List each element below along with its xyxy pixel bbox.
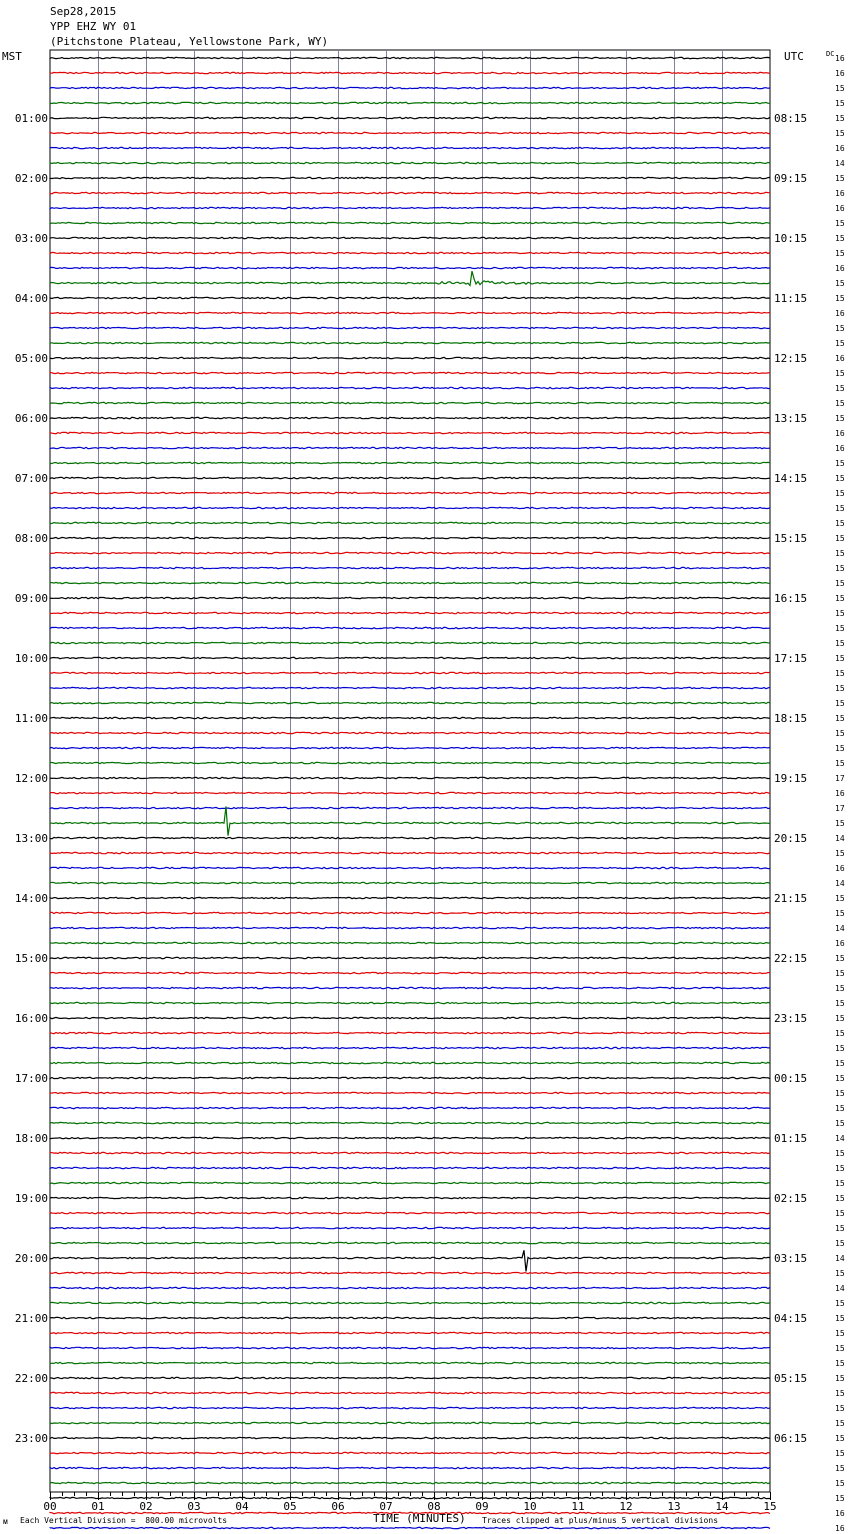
utc-hour-label: 20:15 (774, 832, 808, 845)
dc-offset-label: 15 (835, 249, 845, 258)
dc-offset-label: 15 (835, 819, 845, 828)
dc-offset-label: 15 (835, 1119, 845, 1128)
trace-line (50, 1527, 770, 1528)
dc-offset-label: 15 (835, 1314, 845, 1323)
dc-offset-label: 16 (835, 864, 845, 873)
dc-offset-label: 16 (835, 444, 845, 453)
trace-line (50, 867, 770, 868)
dc-offset-label: 15 (835, 1359, 845, 1368)
mst-hour-label: 18:00 (14, 1132, 48, 1145)
trace-line (50, 147, 770, 148)
utc-hour-label: 19:15 (774, 772, 808, 785)
trace-line (50, 612, 770, 613)
trace-line (50, 1242, 770, 1243)
trace-line (50, 687, 770, 688)
trace-line (50, 642, 770, 643)
dc-offset-label: 15 (835, 984, 845, 993)
dc-offset-label: 16 (835, 189, 845, 198)
dc-offset-label: 14 (835, 879, 845, 888)
dc-offset-label: 15 (835, 1389, 845, 1398)
trace-line (50, 1347, 770, 1348)
trace-line (50, 1227, 770, 1228)
trace-line (50, 702, 770, 703)
dc-offset-label: 15 (835, 609, 845, 618)
trace-line (50, 372, 770, 373)
utc-hour-label: 15:15 (774, 532, 808, 545)
trace-line (50, 1407, 770, 1408)
dc-offset-label: 15 (835, 669, 845, 678)
dc-offset-label: 16 (835, 939, 845, 948)
dc-offset-label: 15 (835, 1149, 845, 1158)
trace-line (50, 987, 770, 988)
trace-line (50, 327, 770, 328)
dc-offset-label: 14 (835, 1134, 845, 1143)
station-id: YPP EHZ WY 01 (50, 20, 137, 33)
dc-offset-label: 16 (835, 54, 845, 63)
mst-hour-label: 07:00 (14, 472, 48, 485)
mst-hour-label: 17:00 (14, 1072, 48, 1085)
dc-column-label: DC (826, 50, 835, 58)
dc-offset-label: 17 (835, 774, 845, 783)
trace-line (50, 927, 770, 928)
mst-hour-label: 11:00 (14, 712, 48, 725)
mst-hour-label: 04:00 (14, 292, 48, 305)
trace-line (50, 1017, 770, 1018)
utc-hour-label: 18:15 (774, 712, 808, 725)
dc-offset-label: 15 (835, 594, 845, 603)
trace-line (50, 552, 770, 553)
trace-line (50, 567, 770, 568)
trace-line (50, 1137, 770, 1138)
dc-offset-label: 15 (835, 1299, 845, 1308)
dc-offset-label: 14 (835, 159, 845, 168)
trace-line (50, 1332, 770, 1333)
scale-note: Each Vertical Division = 800.00 microvolts (20, 1516, 228, 1525)
trace-line (50, 1272, 770, 1273)
x-tick-label: 15 (763, 1500, 777, 1513)
dc-offset-label: 15 (835, 234, 845, 243)
left-timezone-label: MST (2, 50, 22, 63)
dc-offset-label: 17 (835, 804, 845, 813)
dc-offset-label: 15 (835, 384, 845, 393)
clip-note: Traces clipped at plus/minus 5 vertical divisions (482, 1516, 719, 1525)
trace-line (50, 252, 770, 253)
dc-offset-label: 15 (835, 729, 845, 738)
trace-line (50, 1287, 770, 1288)
dc-offset-label: 15 (835, 654, 845, 663)
trace-line (50, 57, 770, 58)
trace-line (50, 942, 770, 943)
dc-offset-label: 15 (835, 1104, 845, 1113)
dc-offset-label: 16 (835, 429, 845, 438)
dc-offset-label: 15 (835, 699, 845, 708)
trace-line (50, 1422, 770, 1423)
dc-offset-label: 15 (835, 294, 845, 303)
mst-hour-label: 21:00 (14, 1312, 48, 1325)
dc-offset-label: 15 (835, 1464, 845, 1473)
x-tick-label: 01 (91, 1500, 105, 1513)
dc-offset-label: 15 (835, 519, 845, 528)
trace-line (50, 1167, 770, 1168)
station-location: (Pitchstone Plateau, Yellowstone Park, WY) (50, 35, 329, 48)
dc-offset-label: 15 (835, 1209, 845, 1218)
x-tick-label: 09 (475, 1500, 489, 1513)
trace-line (50, 1077, 770, 1078)
dc-offset-label: 14 (835, 1254, 845, 1263)
mst-hour-label: 06:00 (14, 412, 48, 425)
dc-offset-label: 15 (835, 399, 845, 408)
dc-offset-label: 15 (835, 369, 845, 378)
mst-hour-label: 10:00 (14, 652, 48, 665)
dc-offset-label: 16 (835, 789, 845, 798)
dc-offset-label: 15 (835, 84, 845, 93)
dc-offset-label: 15 (835, 219, 845, 228)
trace-line (50, 357, 770, 358)
x-tick-label: 06 (331, 1500, 345, 1513)
x-tick-label: 03 (187, 1500, 201, 1513)
dc-offset-label: 15 (835, 174, 845, 183)
mst-hour-label: 01:00 (14, 112, 48, 125)
trace-line (50, 387, 770, 388)
trace-line (50, 1377, 770, 1378)
dc-offset-label: 16 (835, 1509, 845, 1518)
dc-offset-label: 15 (835, 414, 845, 423)
dc-offset-label: 15 (835, 504, 845, 513)
trace-line (50, 1497, 770, 1498)
dc-offset-label: 15 (835, 1269, 845, 1278)
dc-offset-label: 15 (835, 1224, 845, 1233)
trace-line (50, 477, 770, 478)
dc-offset-label: 15 (835, 324, 845, 333)
mst-hour-label: 19:00 (14, 1192, 48, 1205)
trace-line (50, 1047, 770, 1048)
utc-hour-label: 16:15 (774, 592, 808, 605)
trace-line (50, 717, 770, 718)
trace-line (50, 1152, 770, 1153)
dc-offset-label: 15 (835, 489, 845, 498)
trace-line (50, 897, 770, 898)
utc-hour-label: 01:15 (774, 1132, 808, 1145)
corner-mark: ᴍ (3, 1517, 8, 1526)
utc-hour-label: 21:15 (774, 892, 808, 905)
trace-line (50, 777, 770, 778)
mst-hour-label: 15:00 (14, 952, 48, 965)
dc-offset-label: 15 (835, 714, 845, 723)
utc-hour-label: 10:15 (774, 232, 808, 245)
trace-line (50, 1437, 770, 1438)
trace-line (50, 1032, 770, 1033)
mst-hour-label: 14:00 (14, 892, 48, 905)
trace-line (50, 1482, 770, 1483)
mst-hour-label: 20:00 (14, 1252, 48, 1265)
dc-offset-label: 15 (835, 1074, 845, 1083)
dc-offset-label: 15 (835, 1329, 845, 1338)
dc-offset-label: 15 (835, 1344, 845, 1353)
trace-line (50, 957, 770, 958)
utc-hour-label: 00:15 (774, 1072, 808, 1085)
mst-hour-label: 16:00 (14, 1012, 48, 1025)
trace-line (50, 1452, 770, 1453)
x-tick-label: 02 (139, 1500, 153, 1513)
x-tick-label: 14 (715, 1500, 729, 1513)
trace-line (50, 117, 770, 118)
dc-offset-label: 15 (835, 1029, 845, 1038)
dc-offset-label: 16 (835, 264, 845, 273)
dc-offset-label: 15 (835, 114, 845, 123)
mst-hour-label: 12:00 (14, 772, 48, 785)
trace-line (50, 102, 770, 103)
dc-offset-label: 15 (835, 1494, 845, 1503)
trace-line (50, 342, 770, 343)
mst-hour-label: 02:00 (14, 172, 48, 185)
dc-offset-label: 15 (835, 1479, 845, 1488)
mst-hour-label: 09:00 (14, 592, 48, 605)
trace-line (50, 582, 770, 583)
dc-offset-label: 15 (835, 1419, 845, 1428)
utc-hour-label: 08:15 (774, 112, 808, 125)
dc-offset-label: 15 (835, 744, 845, 753)
dc-offset-label: 14 (835, 834, 845, 843)
trace-line (50, 1467, 770, 1468)
dc-offset-label: 15 (835, 549, 845, 558)
dc-offset-label: 16 (835, 69, 845, 78)
trace-line (50, 417, 770, 418)
trace-line (50, 297, 770, 298)
utc-hour-label: 22:15 (774, 952, 808, 965)
trace-line (50, 1062, 770, 1063)
dc-offset-label: 15 (835, 564, 845, 573)
dc-offset-label: 15 (835, 1179, 845, 1188)
dc-offset-label: 14 (835, 924, 845, 933)
x-tick-label: 08 (427, 1500, 441, 1513)
utc-hour-label: 03:15 (774, 1252, 808, 1265)
trace-line (50, 912, 770, 913)
utc-hour-label: 14:15 (774, 472, 808, 485)
dc-offset-label: 15 (835, 1404, 845, 1413)
trace-line (50, 462, 770, 463)
x-tick-label: 10 (523, 1500, 537, 1513)
dc-offset-label: 15 (835, 1044, 845, 1053)
trace-line (50, 882, 770, 883)
trace-line (50, 87, 770, 88)
trace-line (50, 1182, 770, 1183)
trace-line (50, 402, 770, 403)
dc-offset-label: 15 (835, 954, 845, 963)
trace-line (50, 1317, 770, 1318)
x-tick-label: 12 (619, 1500, 633, 1513)
trace-line (50, 271, 770, 285)
dc-offset-label: 15 (835, 1449, 845, 1458)
utc-hour-label: 13:15 (774, 412, 808, 425)
trace-line (50, 1302, 770, 1303)
mst-hour-label: 22:00 (14, 1372, 48, 1385)
trace-line (50, 597, 770, 598)
trace-line (50, 807, 770, 808)
dc-offset-label: 16 (835, 144, 845, 153)
trace-line (50, 207, 770, 208)
x-tick-label: 07 (379, 1500, 393, 1513)
trace-line (50, 806, 770, 835)
dc-offset-label: 15 (835, 1239, 845, 1248)
dc-offset-label: 16 (835, 1524, 845, 1533)
dc-offset-label: 15 (835, 639, 845, 648)
utc-hour-label: 11:15 (774, 292, 808, 305)
trace-line (50, 1002, 770, 1003)
x-tick-label: 00 (43, 1500, 57, 1513)
x-tick-label: 04 (235, 1500, 249, 1513)
trace-line (50, 792, 770, 793)
x-tick-label: 05 (283, 1500, 297, 1513)
trace-line (50, 657, 770, 658)
trace-line (50, 1107, 770, 1108)
trace-line (50, 1122, 770, 1123)
trace-line (50, 237, 770, 238)
utc-hour-label: 06:15 (774, 1432, 808, 1445)
dc-offset-label: 15 (835, 849, 845, 858)
dc-offset-label: 15 (835, 894, 845, 903)
dc-offset-label: 15 (835, 579, 845, 588)
dc-offset-label: 15 (835, 1014, 845, 1023)
trace-line (50, 1212, 770, 1213)
mst-hour-label: 08:00 (14, 532, 48, 545)
mst-hour-label: 13:00 (14, 832, 48, 845)
mst-hour-label: 23:00 (14, 1432, 48, 1445)
utc-hour-label: 04:15 (774, 1312, 808, 1325)
trace-line (50, 192, 770, 193)
dc-offset-label: 15 (835, 339, 845, 348)
dc-offset-label: 15 (835, 1059, 845, 1068)
utc-hour-label: 09:15 (774, 172, 808, 185)
trace-line (50, 162, 770, 163)
dc-offset-label: 15 (835, 759, 845, 768)
dc-offset-label: 15 (835, 129, 845, 138)
mst-hour-label: 03:00 (14, 232, 48, 245)
trace-line (50, 312, 770, 313)
trace-line (50, 507, 770, 508)
trace-line (50, 972, 770, 973)
trace-line (50, 1250, 770, 1271)
trace-line (50, 447, 770, 448)
trace-line (50, 732, 770, 733)
dc-offset-label: 14 (835, 1284, 845, 1293)
trace-line (50, 1197, 770, 1198)
utc-hour-label: 12:15 (774, 352, 808, 365)
trace-line (50, 492, 770, 493)
dc-offset-label: 16 (835, 354, 845, 363)
plot-date: Sep28,2015 (50, 5, 117, 18)
utc-hour-label: 02:15 (774, 1192, 808, 1205)
dc-offset-label: 15 (835, 624, 845, 633)
trace-line (50, 852, 770, 853)
dc-offset-label: 16 (835, 204, 845, 213)
dc-offset-label: 15 (835, 99, 845, 108)
dc-offset-label: 15 (835, 999, 845, 1008)
dc-offset-label: 15 (835, 279, 845, 288)
dc-offset-label: 15 (835, 909, 845, 918)
trace-line (50, 432, 770, 433)
trace-line (50, 72, 770, 73)
x-tick-label: 11 (571, 1500, 585, 1513)
x-axis-title: TIME (MINUTES) (373, 1512, 466, 1525)
dc-offset-label: 15 (835, 1194, 845, 1203)
dc-offset-label: 15 (835, 459, 845, 468)
dc-offset-label: 15 (835, 1374, 845, 1383)
dc-offset-label: 15 (835, 1164, 845, 1173)
right-timezone-label: UTC (784, 50, 804, 63)
trace-line (50, 627, 770, 628)
dc-offset-label: 15 (835, 969, 845, 978)
trace-line (50, 267, 770, 268)
x-tick-label: 13 (667, 1500, 681, 1513)
trace-line (50, 177, 770, 178)
trace-line (50, 1092, 770, 1093)
trace-line (50, 672, 770, 673)
dc-offset-label: 15 (835, 534, 845, 543)
utc-hour-label: 05:15 (774, 1372, 808, 1385)
plot-frame (50, 50, 770, 1492)
trace-line (50, 522, 770, 523)
trace-line (50, 837, 770, 838)
dc-offset-label: 15 (835, 1089, 845, 1098)
trace-line (50, 1362, 770, 1363)
dc-offset-label: 15 (835, 474, 845, 483)
utc-hour-label: 23:15 (774, 1012, 808, 1025)
trace-line (50, 747, 770, 748)
dc-offset-label: 15 (835, 1434, 845, 1443)
trace-line (50, 762, 770, 763)
mst-hour-label: 05:00 (14, 352, 48, 365)
trace-line (50, 132, 770, 133)
dc-offset-label: 15 (835, 684, 845, 693)
dc-offset-label: 16 (835, 309, 845, 318)
trace-line (50, 537, 770, 538)
trace-line (50, 222, 770, 223)
utc-hour-label: 17:15 (774, 652, 808, 665)
trace-line (50, 1392, 770, 1393)
